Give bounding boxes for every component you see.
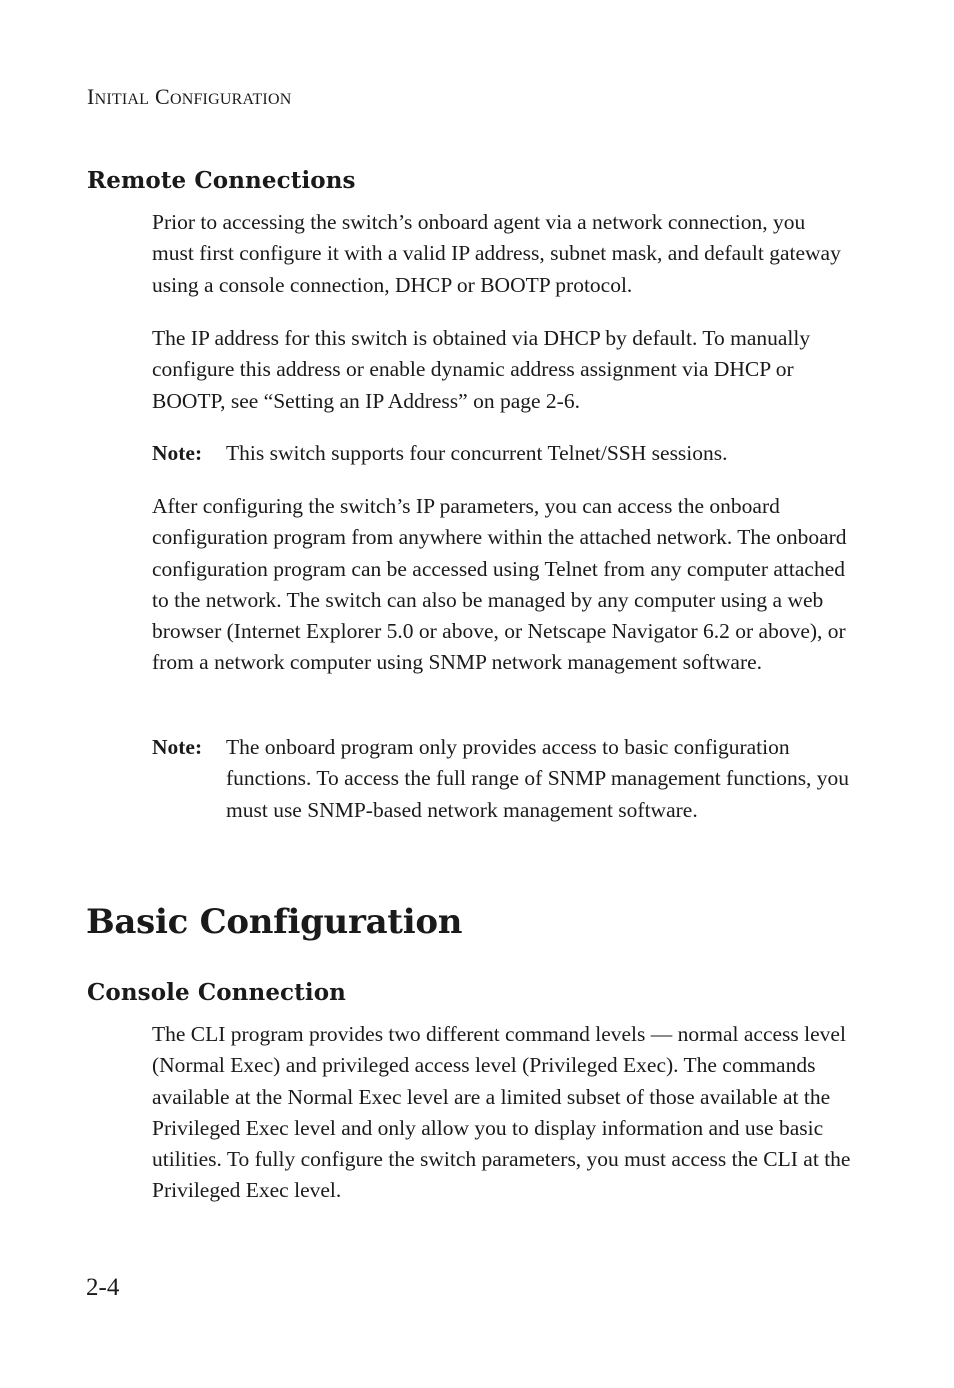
note-telnet-sessions [152, 438, 852, 469]
running-header-config-cap: C [154, 84, 170, 109]
note-text: The onboard program only provides access to basic configuration functions. To access the full range of SNMP management functions, you must use SNMP-based network management software. [226, 735, 850, 822]
note-text: This switch supports four concurrent Telnet/SSH sessions. [226, 441, 728, 465]
note-label: Note: [152, 735, 203, 759]
paragraph-remote-3: After configuring the switch’s IP parameters, you can access the onboard configuration program from anywhere within the attached network. The onboard configuration program can be accessed using Telnet from any computer attached to the network. The switch can also be managed by any computer using a web browser (Internet Explorer 5.0 or above, or Netscape Navigator 6.2 or above), or from a network computer using SNMP network management software. [152, 494, 847, 675]
heading-remote-connections: Remote Connections [87, 167, 356, 194]
heading-basic-configuration: Basic Configuration [86, 902, 463, 942]
note-label: Note: [152, 441, 203, 465]
note-snmp-management [152, 732, 852, 826]
page-number: 2-4 [86, 1274, 120, 1301]
heading-console-connection: Console Connection [87, 979, 346, 1006]
running-header-initial-cap: I [87, 84, 95, 109]
paragraph-console-1: The CLI program provides two different command levels — normal access level (Normal Exec) and privileged access level (Privileged Exec). The commands available at the Normal Exec level are a limited subset of those available at the Privileged Exec level and only allow you to display information and use basic utilities. To fully configure the switch parameters, you must access the CLI at the Privileged Exec level. [152, 1022, 851, 1203]
paragraph-remote-1: Prior to accessing the switch’s onboard agent via a network connection, you must first configure it with a valid IP address, subnet mask, and default gateway using a console connection, DHCP or BOOTP protocol. [152, 210, 841, 297]
paragraph-remote-2: The IP address for this switch is obtained via DHCP by default. To manually configure this address or enable dynamic address assignment via DHCP or BOOTP, see “Setting an IP Address” on page 2-6. [152, 326, 811, 413]
running-header-initial-rest: NITIAL [94, 91, 150, 108]
running-header-config-rest: ONFIGURATION [169, 91, 292, 108]
running-header [87, 84, 291, 110]
